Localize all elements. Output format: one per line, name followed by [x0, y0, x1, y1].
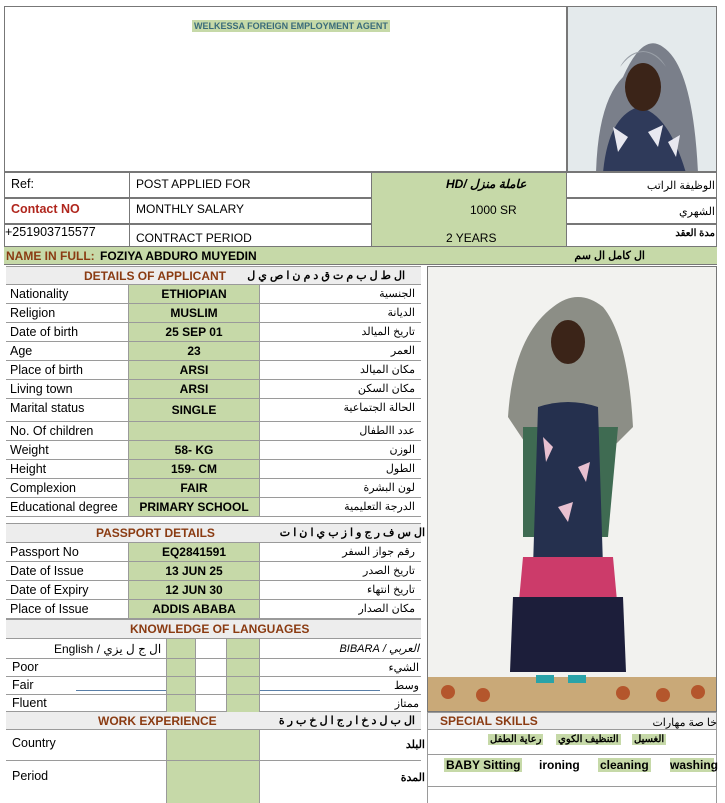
- salary-value: 1000 SR: [470, 203, 517, 217]
- row-label-ar: تاريخ الصدر: [363, 565, 415, 577]
- row-label-ar: الطول: [385, 463, 415, 475]
- passport-row: [6, 543, 421, 562]
- applicant-row: [6, 361, 421, 380]
- row-label: Date of Expiry: [10, 583, 89, 597]
- applicant-row: [6, 498, 421, 517]
- salary-label: MONTHLY SALARY: [136, 202, 245, 216]
- row-label: Educational degree: [10, 500, 118, 514]
- row-value: 12 JUN 30: [128, 581, 260, 599]
- full-body-photo: [427, 266, 717, 712]
- language-level-ar: وسط: [394, 680, 419, 692]
- row-label-ar: الوزن: [389, 444, 415, 456]
- row-label: Weight: [10, 443, 49, 457]
- row-label-ar: تاريخ الميالد: [361, 326, 415, 338]
- row-label: Place of birth: [10, 363, 83, 377]
- skill-ar-header: رعاية الطفل: [490, 734, 542, 745]
- row-value: SINGLE: [128, 399, 260, 421]
- row-value: MUSLIM: [128, 304, 260, 322]
- passport-row: [6, 562, 421, 581]
- row-label-ar: الديانة: [387, 307, 415, 319]
- row-label: Date of Issue: [10, 564, 84, 578]
- row-value: 23: [128, 342, 260, 360]
- applicant-title-ar: ال ط ل ب م ت ق د م ن ا ص ي ل: [247, 270, 405, 282]
- post-value: HD/ عاملة منزل: [446, 177, 527, 191]
- row-label: Place of Issue: [10, 602, 89, 616]
- name-value: FOZIYA ABDURO MUYEDIN: [100, 249, 257, 263]
- row-label: Date of birth: [10, 325, 79, 339]
- agency-name: WELKESSA FOREIGN EMPLOYMENT AGENT: [194, 21, 388, 31]
- contract-label: CONTRACT PERIOD: [136, 231, 252, 245]
- post-label: POST APPLIED FOR: [136, 177, 251, 191]
- row-value: FAIR: [128, 479, 260, 497]
- applicant-row: [6, 460, 421, 479]
- language-level-ar: ممتاز: [394, 698, 419, 710]
- full-body-image: [428, 267, 717, 712]
- language-level-ar: الشيء: [388, 662, 419, 674]
- row-value: 25 SEP 01: [128, 323, 260, 341]
- period-ar: المدة: [400, 772, 425, 784]
- row-label-ar: تاريخ انتهاء: [367, 584, 415, 596]
- passport-title-ar: ال س ف ر ج و ا ز ب ي ا ن ا ت: [279, 527, 425, 539]
- passport-title: PASSPORT DETAILS: [96, 526, 215, 540]
- row-label: No. Of children: [10, 424, 94, 438]
- language-level-label: Fluent: [12, 696, 47, 710]
- header-row-1: [4, 172, 717, 198]
- skills-title: SPECIAL SKILLS: [440, 714, 538, 728]
- row-value: ADDIS ABABA: [128, 600, 260, 618]
- contact-label: Contact NO: [11, 202, 80, 216]
- arabic-header: العربي / BIBARA: [339, 643, 419, 655]
- applicant-row: [6, 380, 421, 399]
- row-label: Age: [10, 344, 33, 358]
- skill-item: BABY Sitting: [446, 758, 521, 772]
- row-label-ar: الجنسية: [379, 288, 415, 300]
- skills-title-ar: خا صة مهارات: [652, 717, 717, 729]
- passport-row: [6, 581, 421, 600]
- name-ar: ال كامل ال سم: [574, 250, 645, 262]
- contract-value: 2 YEARS: [446, 231, 497, 245]
- applicant-title: DETAILS OF APPLICANT: [84, 269, 226, 283]
- row-value: 58- KG: [128, 441, 260, 459]
- applicant-row: [6, 441, 421, 460]
- row-value: 159- CM: [128, 460, 260, 478]
- row-label-ar: الدرجة التعليمية: [344, 501, 415, 513]
- headshot-image: [568, 7, 717, 172]
- row-label-ar: لون البشرة: [363, 482, 415, 494]
- contract-ar: مدة العقد: [675, 228, 715, 239]
- skill-item: cleaning: [600, 758, 649, 772]
- row-label: Height: [10, 462, 47, 476]
- row-label: Complexion: [10, 481, 77, 495]
- row-label: Marital status: [10, 401, 85, 415]
- applicant-row: [6, 422, 421, 441]
- post-ar: الوظيفة الراتب: [646, 180, 715, 192]
- skill-item: washing: [670, 758, 719, 772]
- applicant-row: [6, 399, 421, 422]
- applicant-row: [6, 323, 421, 342]
- languages-title: KNOWLEDGE OF LANGUAGES: [130, 622, 310, 636]
- row-value: ARSI: [128, 361, 260, 379]
- row-value: 13 JUN 25: [128, 562, 260, 580]
- skill-ar-header: التنظيف الكوي: [558, 734, 619, 745]
- row-label: Religion: [10, 306, 56, 320]
- applicant-row: [6, 304, 421, 323]
- applicant-row: [6, 479, 421, 498]
- name-label: NAME IN FULL:: [6, 249, 95, 263]
- work-title-ar: ال ب ل د خ ا ر ج ا ل خ ب ر ة: [278, 715, 415, 727]
- work-title: WORK EXPERIENCE: [98, 714, 217, 728]
- row-value: ETHIOPIAN: [128, 285, 260, 303]
- applicant-row: [6, 342, 421, 361]
- row-label: Passport No: [10, 545, 79, 559]
- row-value: PRIMARY SCHOOL: [128, 498, 260, 516]
- row-label-ar: الحالة الجتماعية: [343, 402, 415, 414]
- row-value: [128, 422, 260, 440]
- row-label-ar: العمر: [390, 345, 415, 357]
- phone-number: +251903715577: [5, 225, 96, 239]
- row-label-ar: عدد االطفال: [359, 425, 415, 437]
- skill-item: ironing: [539, 758, 580, 772]
- period-label: Period: [12, 769, 49, 783]
- passport-row: [6, 600, 421, 619]
- row-label-ar: رقم جواز السفر: [342, 546, 415, 558]
- row-value: ARSI: [128, 380, 260, 398]
- row-label-ar: مكان الميالد: [359, 364, 415, 376]
- salary-ar: الشهري: [679, 206, 715, 218]
- country-label: Country: [12, 736, 56, 750]
- row-label-ar: مكان الصدار: [358, 603, 415, 615]
- language-level-label: Fair: [12, 678, 34, 692]
- row-label: Living town: [10, 382, 73, 396]
- english-header: English / ال ج ل يزي: [54, 642, 162, 656]
- row-label-ar: مكان السكن: [357, 383, 415, 395]
- skill-ar-header: الغسيل: [634, 734, 665, 745]
- row-label: Nationality: [10, 287, 69, 301]
- applicant-row: [6, 285, 421, 304]
- row-value: EQ2841591: [128, 543, 260, 561]
- ref-label: Ref:: [11, 177, 34, 191]
- country-ar: البلد: [405, 739, 425, 751]
- header-row-3: [4, 224, 717, 247]
- headshot-photo: [567, 6, 717, 172]
- header-row-2: [4, 198, 717, 224]
- language-level-label: Poor: [12, 660, 39, 674]
